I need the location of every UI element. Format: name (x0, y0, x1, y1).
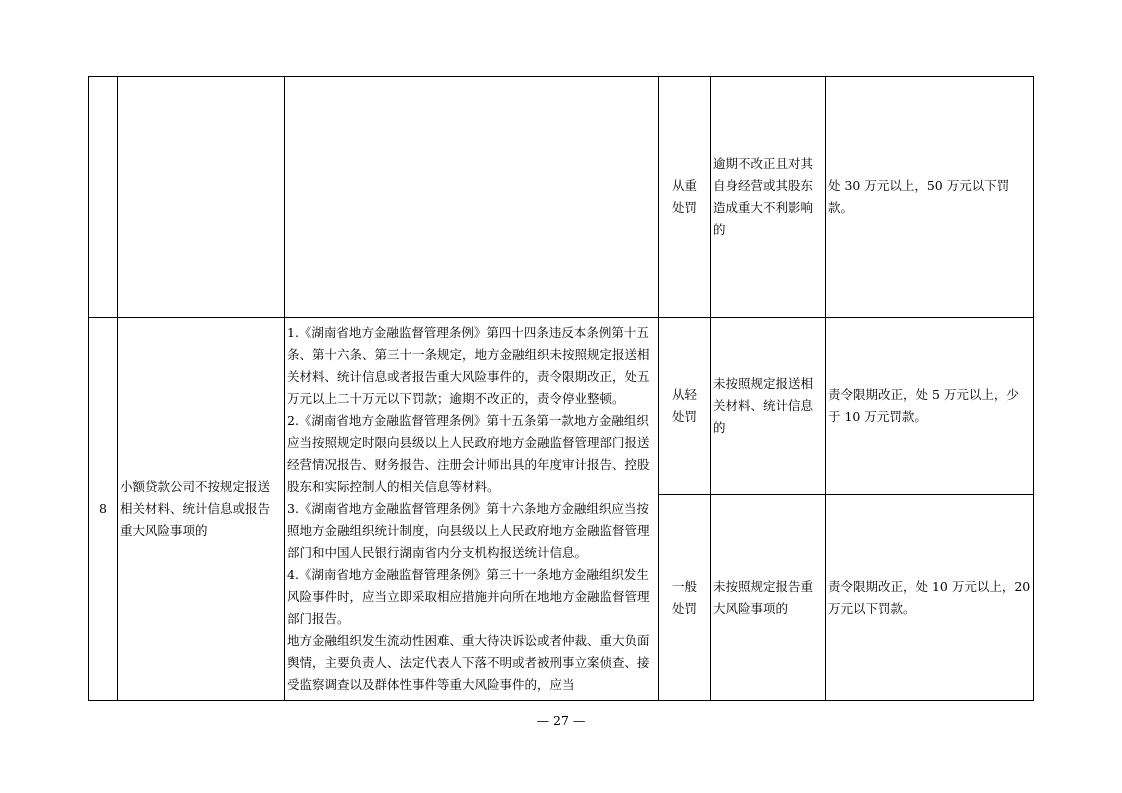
penalty-standard-cell: 处 30 万元以上，50 万元以下罚款。 (826, 77, 1034, 318)
table-row (89, 77, 1034, 318)
penalty-standards-table (88, 76, 1034, 701)
table-row (89, 318, 1034, 495)
penalty-level-cell: 从重 处罚 (659, 77, 711, 318)
circumstance-cell: 逾期不改正且对其自身经营或其股东造成重大不利影响的 (711, 77, 826, 318)
penalty-standard-cell: 责令限期改正，处 5 万元以上，少于 10 万元罚款。 (826, 318, 1034, 495)
circumstance-cell: 未按照规定报告重大风险事项的 (711, 495, 826, 701)
page-number: — 27 — (536, 713, 586, 728)
penalty-level-cell: 一般 处罚 (659, 495, 711, 701)
legal-basis-paragraph: 1.《湖南省地方金融监督管理条例》第四十四条违反本条例第十五条、第十六条、第三十一条规定，地方金融组织未按照规定报送相关材料、统计信息或者报告重大风险事件的，责令限期改正，处五万元以上二十万元以下罚款；逾期不改正的，责令停业整顿。 (287, 325, 650, 406)
legal-basis-paragraph: 4.《湖南省地方金融监督管理条例》第三十一条地方金融组织发生风险事件时，应当立即采取相应措施并向所在地地方金融监督管理部门报告。 (287, 567, 650, 626)
penalty-level-cell: 从轻 处罚 (659, 318, 711, 495)
penalty-standard-cell: 责令限期改正，处 10 万元以上，20 万元以下罚款。 (826, 495, 1034, 701)
legal-basis-paragraph: 2.《湖南省地方金融监督管理条例》第十五条第一款地方金融组织应当按照规定时限向县级以上人民政府地方金融监督管理部门报送经营情况报告、财务报告、注册会计师出具的年度审计报告、控股股东和实际控制人的相关信息等材料。 (287, 413, 650, 494)
legal-basis-cell (285, 77, 659, 318)
legal-basis-paragraph: 3.《湖南省地方金融监督管理条例》第十六条地方金融组织应当按照地方金融组织统计制度，向县级以上人民政府地方金融监督管理部门和中国人民银行湖南省内分支机构报送统计信息。 (287, 501, 650, 560)
item-number-cell (89, 77, 118, 318)
legal-basis-paragraph: 地方金融组织发生流动性困难、重大待决诉讼或者仲裁、重大负面舆情，主要负责人、法定代表人下落不明或者被刑事立案侦查、接受监察调查以及群体性事件等重大风险事件的，应当 (287, 633, 650, 692)
legal-basis-cell (285, 318, 659, 701)
item-number-cell: 8 (89, 318, 118, 701)
circumstance-cell: 未按照规定报送相关材料、统计信息的 (711, 318, 826, 495)
violation-cell (118, 77, 285, 318)
violation-cell: 小额贷款公司不按规定报送相关材料、统计信息或报告重大风险事项的 (118, 318, 285, 701)
